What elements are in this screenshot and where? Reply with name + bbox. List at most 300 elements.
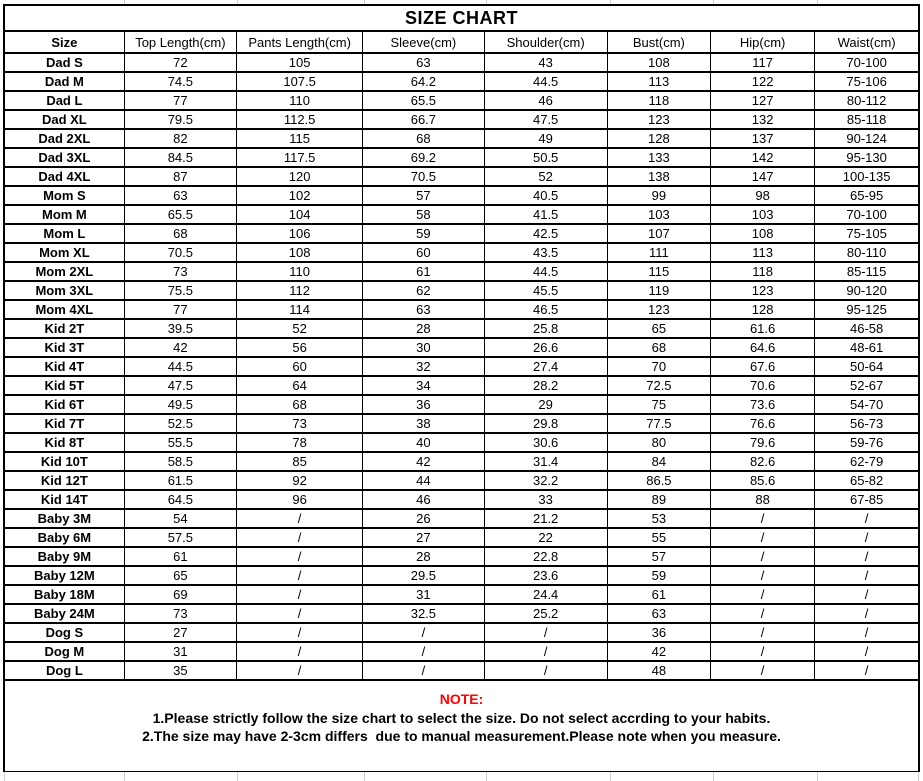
measurement-cell: 59-76	[815, 433, 918, 452]
measurement-cell: 115	[236, 129, 362, 148]
measurement-cell: 54	[124, 509, 236, 528]
note-section	[5, 679, 918, 771]
table-row	[5, 471, 918, 490]
size-label-cell: Kid 10T	[5, 452, 124, 471]
measurement-cell: 103	[607, 205, 710, 224]
measurement-cell: /	[236, 642, 362, 661]
measurement-cell: 73.6	[711, 395, 815, 414]
gridline-tick	[918, 772, 919, 781]
measurement-cell: 137	[711, 129, 815, 148]
size-label-cell: Kid 4T	[5, 357, 124, 376]
measurement-cell: 27	[124, 623, 236, 642]
measurement-cell: 21.2	[484, 509, 607, 528]
measurement-cell: 48	[607, 661, 710, 679]
measurement-cell: 46	[484, 91, 607, 110]
column-header-pants-length: Pants Length(cm)	[236, 32, 362, 53]
measurement-cell: 22.8	[484, 547, 607, 566]
measurement-cell: 32	[363, 357, 484, 376]
measurement-cell: /	[236, 604, 362, 623]
size-label-cell: Dad 2XL	[5, 129, 124, 148]
table-body	[5, 53, 918, 679]
measurement-cell: 73	[124, 604, 236, 623]
measurement-cell: 44.5	[124, 357, 236, 376]
measurement-cell: 70.5	[363, 167, 484, 186]
measurement-cell: 120	[236, 167, 362, 186]
measurement-cell: 42	[607, 642, 710, 661]
column-header-sleeve: Sleeve(cm)	[363, 32, 484, 53]
measurement-cell: 40	[363, 433, 484, 452]
measurement-cell: 39.5	[124, 319, 236, 338]
column-header-size: Size	[5, 32, 124, 53]
measurement-cell: /	[711, 642, 815, 661]
measurement-cell: 82	[124, 129, 236, 148]
measurement-cell: 73	[124, 262, 236, 281]
measurement-cell: 65-82	[815, 471, 918, 490]
measurement-cell: 72.5	[607, 376, 710, 395]
measurement-cell: 112	[236, 281, 362, 300]
measurement-cell: 49	[484, 129, 607, 148]
measurement-cell: 29.5	[363, 566, 484, 585]
measurement-cell: 75	[607, 395, 710, 414]
measurement-cell: 106	[236, 224, 362, 243]
measurement-cell: 118	[607, 91, 710, 110]
measurement-cell: 57	[607, 547, 710, 566]
measurement-cell: 55	[607, 528, 710, 547]
measurement-cell: 85-115	[815, 262, 918, 281]
size-label-cell: Dog S	[5, 623, 124, 642]
measurement-cell: 79.6	[711, 433, 815, 452]
measurement-cell: 138	[607, 167, 710, 186]
measurement-cell: 58.5	[124, 452, 236, 471]
measurement-cell: 28	[363, 319, 484, 338]
measurement-cell: 108	[607, 53, 710, 72]
size-label-cell: Baby 3M	[5, 509, 124, 528]
table-row	[5, 395, 918, 414]
measurement-cell: 77.5	[607, 414, 710, 433]
measurement-cell: /	[815, 661, 918, 679]
measurement-cell: 84.5	[124, 148, 236, 167]
measurement-cell: 107	[607, 224, 710, 243]
size-label-cell: Kid 7T	[5, 414, 124, 433]
measurement-cell: 63	[124, 186, 236, 205]
measurement-cell: 77	[124, 91, 236, 110]
measurement-cell: 65-95	[815, 186, 918, 205]
measurement-cell: /	[815, 566, 918, 585]
measurement-cell: /	[815, 642, 918, 661]
size-label-cell: Kid 3T	[5, 338, 124, 357]
table-row	[5, 547, 918, 566]
measurement-cell: 73	[236, 414, 362, 433]
measurement-cell: 50-64	[815, 357, 918, 376]
size-label-cell: Kid 14T	[5, 490, 124, 509]
measurement-cell: 43.5	[484, 243, 607, 262]
measurement-cell: 61	[124, 547, 236, 566]
measurement-cell: 80-110	[815, 243, 918, 262]
size-label-cell: Kid 2T	[5, 319, 124, 338]
measurement-cell: 79.5	[124, 110, 236, 129]
measurement-cell: 35	[124, 661, 236, 679]
measurement-cell: 65	[124, 566, 236, 585]
measurement-cell: 132	[711, 110, 815, 129]
table-row	[5, 148, 918, 167]
measurement-cell: 42	[124, 338, 236, 357]
table-row	[5, 452, 918, 471]
size-label-cell: Baby 9M	[5, 547, 124, 566]
gridline-tick	[817, 772, 818, 781]
gridline-tick	[713, 772, 714, 781]
measurement-cell: 58	[363, 205, 484, 224]
measurement-cell: 40.5	[484, 186, 607, 205]
measurement-cell: 128	[711, 300, 815, 319]
measurement-cell: /	[711, 623, 815, 642]
measurement-cell: 114	[236, 300, 362, 319]
measurement-cell: 86.5	[607, 471, 710, 490]
measurement-cell: 36	[363, 395, 484, 414]
size-label-cell: Dad XL	[5, 110, 124, 129]
table-row	[5, 281, 918, 300]
measurement-cell: 117	[711, 53, 815, 72]
measurement-cell: 46-58	[815, 319, 918, 338]
measurement-cell: /	[711, 547, 815, 566]
table-row	[5, 528, 918, 547]
size-chart-table	[5, 32, 918, 679]
header-row	[5, 32, 918, 53]
measurement-cell: 44.5	[484, 262, 607, 281]
measurement-cell: 95-125	[815, 300, 918, 319]
measurement-cell: /	[711, 509, 815, 528]
measurement-cell: 70-100	[815, 53, 918, 72]
size-label-cell: Mom 2XL	[5, 262, 124, 281]
measurement-cell: /	[484, 623, 607, 642]
measurement-cell: 57	[363, 186, 484, 205]
table-row	[5, 642, 918, 661]
measurement-cell: 32.2	[484, 471, 607, 490]
measurement-cell: 64	[236, 376, 362, 395]
measurement-cell: 70-100	[815, 205, 918, 224]
size-label-cell: Kid 12T	[5, 471, 124, 490]
measurement-cell: 90-120	[815, 281, 918, 300]
measurement-cell: 64.2	[363, 72, 484, 91]
measurement-cell: 107.5	[236, 72, 362, 91]
size-label-cell: Kid 6T	[5, 395, 124, 414]
size-label-cell: Mom 4XL	[5, 300, 124, 319]
measurement-cell: 110	[236, 91, 362, 110]
measurement-cell: /	[236, 547, 362, 566]
measurement-cell: 127	[711, 91, 815, 110]
measurement-cell: 68	[236, 395, 362, 414]
measurement-cell: 110	[236, 262, 362, 281]
measurement-cell: 113	[607, 72, 710, 91]
measurement-cell: /	[484, 661, 607, 679]
size-label-cell: Dad S	[5, 53, 124, 72]
measurement-cell: 113	[711, 243, 815, 262]
gridline-tick	[364, 772, 365, 781]
table-row	[5, 186, 918, 205]
measurement-cell: 112.5	[236, 110, 362, 129]
measurement-cell: /	[236, 509, 362, 528]
measurement-cell: 54-70	[815, 395, 918, 414]
measurement-cell: /	[815, 604, 918, 623]
table-row	[5, 566, 918, 585]
measurement-cell: 84	[607, 452, 710, 471]
measurement-cell: 69	[124, 585, 236, 604]
measurement-cell: /	[363, 661, 484, 679]
measurement-cell: 78	[236, 433, 362, 452]
measurement-cell: 31	[124, 642, 236, 661]
column-header-hip: Hip(cm)	[711, 32, 815, 53]
measurement-cell: 87	[124, 167, 236, 186]
measurement-cell: 25.2	[484, 604, 607, 623]
table-row	[5, 53, 918, 72]
size-label-cell: Kid 8T	[5, 433, 124, 452]
measurement-cell: 133	[607, 148, 710, 167]
measurement-cell: 70	[607, 357, 710, 376]
measurement-cell: 88	[711, 490, 815, 509]
measurement-cell: 117.5	[236, 148, 362, 167]
measurement-cell: 55.5	[124, 433, 236, 452]
size-label-cell: Dad 3XL	[5, 148, 124, 167]
measurement-cell: 90-124	[815, 129, 918, 148]
measurement-cell: 64.5	[124, 490, 236, 509]
table-row	[5, 167, 918, 186]
measurement-cell: 45.5	[484, 281, 607, 300]
column-header-shoulder: Shoulder(cm)	[484, 32, 607, 53]
measurement-cell: 70.6	[711, 376, 815, 395]
measurement-cell: 77	[124, 300, 236, 319]
gridline-tick	[610, 772, 611, 781]
gridline-tick	[486, 772, 487, 781]
measurement-cell: 63	[607, 604, 710, 623]
size-label-cell: Mom 3XL	[5, 281, 124, 300]
measurement-cell: 108	[711, 224, 815, 243]
measurement-cell: 65.5	[363, 91, 484, 110]
measurement-cell: /	[711, 661, 815, 679]
measurement-cell: /	[815, 547, 918, 566]
measurement-cell: 60	[236, 357, 362, 376]
size-label-cell: Dad 4XL	[5, 167, 124, 186]
measurement-cell: /	[363, 623, 484, 642]
measurement-cell: 119	[607, 281, 710, 300]
measurement-cell: 43	[484, 53, 607, 72]
measurement-cell: 56-73	[815, 414, 918, 433]
measurement-cell: 63	[363, 53, 484, 72]
size-label-cell: Dog L	[5, 661, 124, 679]
measurement-cell: 52.5	[124, 414, 236, 433]
measurement-cell: 61	[607, 585, 710, 604]
measurement-cell: 74.5	[124, 72, 236, 91]
column-header-top-length: Top Length(cm)	[124, 32, 236, 53]
measurement-cell: 59	[363, 224, 484, 243]
table-row	[5, 262, 918, 281]
table-row	[5, 129, 918, 148]
measurement-cell: /	[484, 642, 607, 661]
table-row	[5, 414, 918, 433]
measurement-cell: /	[236, 566, 362, 585]
measurement-cell: /	[815, 623, 918, 642]
measurement-cell: 48-61	[815, 338, 918, 357]
measurement-cell: 30.6	[484, 433, 607, 452]
table-row	[5, 604, 918, 623]
measurement-cell: 34	[363, 376, 484, 395]
measurement-cell: 60	[363, 243, 484, 262]
measurement-cell: 99	[607, 186, 710, 205]
measurement-cell: 61.5	[124, 471, 236, 490]
measurement-cell: 44	[363, 471, 484, 490]
measurement-cell: 32.5	[363, 604, 484, 623]
table-row	[5, 91, 918, 110]
table-row	[5, 338, 918, 357]
measurement-cell: /	[815, 585, 918, 604]
measurement-cell: 26	[363, 509, 484, 528]
measurement-cell: 65	[607, 319, 710, 338]
measurement-cell: 46.5	[484, 300, 607, 319]
measurement-cell: /	[236, 661, 362, 679]
size-chart-box	[3, 4, 920, 773]
table-row	[5, 509, 918, 528]
measurement-cell: 123	[607, 110, 710, 129]
measurement-cell: /	[363, 642, 484, 661]
measurement-cell: 123	[711, 281, 815, 300]
measurement-cell: 27	[363, 528, 484, 547]
measurement-cell: 111	[607, 243, 710, 262]
measurement-cell: 31.4	[484, 452, 607, 471]
table-row	[5, 224, 918, 243]
measurement-cell: 80	[607, 433, 710, 452]
table-row	[5, 110, 918, 129]
measurement-cell: 59	[607, 566, 710, 585]
size-label-cell: Mom M	[5, 205, 124, 224]
table-row	[5, 585, 918, 604]
measurement-cell: 115	[607, 262, 710, 281]
measurement-cell: 49.5	[124, 395, 236, 414]
size-label-cell: Dad L	[5, 91, 124, 110]
size-label-cell: Baby 18M	[5, 585, 124, 604]
measurement-cell: 26.6	[484, 338, 607, 357]
measurement-cell: 29	[484, 395, 607, 414]
measurement-cell: 108	[236, 243, 362, 262]
gridline-tick	[4, 772, 5, 781]
table-row	[5, 623, 918, 642]
measurement-cell: 104	[236, 205, 362, 224]
page-title: SIZE CHART	[5, 6, 918, 32]
measurement-cell: 36	[607, 623, 710, 642]
measurement-cell: /	[236, 623, 362, 642]
measurement-cell: 42	[363, 452, 484, 471]
measurement-cell: 65.5	[124, 205, 236, 224]
measurement-cell: /	[711, 604, 815, 623]
measurement-cell: 52	[484, 167, 607, 186]
table-row	[5, 243, 918, 262]
measurement-cell: 103	[711, 205, 815, 224]
measurement-cell: 98	[711, 186, 815, 205]
measurement-cell: 67-85	[815, 490, 918, 509]
measurement-cell: 24.4	[484, 585, 607, 604]
measurement-cell: 95-130	[815, 148, 918, 167]
measurement-cell: 47.5	[484, 110, 607, 129]
measurement-cell: 100-135	[815, 167, 918, 186]
measurement-cell: 80-112	[815, 91, 918, 110]
gridline-tick	[124, 772, 125, 781]
measurement-cell: 61	[363, 262, 484, 281]
measurement-cell: 63	[363, 300, 484, 319]
measurement-cell: 57.5	[124, 528, 236, 547]
measurement-cell: 68	[607, 338, 710, 357]
measurement-cell: 30	[363, 338, 484, 357]
measurement-cell: 102	[236, 186, 362, 205]
measurement-cell: 122	[711, 72, 815, 91]
column-header-bust: Bust(cm)	[607, 32, 710, 53]
measurement-cell: 62	[363, 281, 484, 300]
note-line-1: 1.Please strictly follow the size chart to select the size. Do not select accrding to your habits.	[152, 710, 771, 726]
measurement-cell: 68	[124, 224, 236, 243]
measurement-cell: 28	[363, 547, 484, 566]
measurement-cell: /	[711, 528, 815, 547]
measurement-cell: 41.5	[484, 205, 607, 224]
measurement-cell: 82.6	[711, 452, 815, 471]
measurement-cell: 92	[236, 471, 362, 490]
size-label-cell: Mom XL	[5, 243, 124, 262]
measurement-cell: 44.5	[484, 72, 607, 91]
measurement-cell: 123	[607, 300, 710, 319]
measurement-cell: /	[236, 585, 362, 604]
measurement-cell: 22	[484, 528, 607, 547]
measurement-cell: 52-67	[815, 376, 918, 395]
measurement-cell: 128	[607, 129, 710, 148]
size-label-cell: Mom S	[5, 186, 124, 205]
measurement-cell: 85.6	[711, 471, 815, 490]
measurement-cell: /	[711, 566, 815, 585]
measurement-cell: 147	[711, 167, 815, 186]
measurement-cell: 62-79	[815, 452, 918, 471]
measurement-cell: 53	[607, 509, 710, 528]
measurement-cell: 67.6	[711, 357, 815, 376]
note-heading: NOTE:	[439, 691, 484, 707]
table-row	[5, 319, 918, 338]
size-label-cell: Baby 6M	[5, 528, 124, 547]
measurement-cell: 68	[363, 129, 484, 148]
measurement-cell: 70.5	[124, 243, 236, 262]
gridline-tick	[237, 772, 238, 781]
table-header	[5, 32, 918, 53]
table-row	[5, 433, 918, 452]
measurement-cell: 33	[484, 490, 607, 509]
measurement-cell: 29.8	[484, 414, 607, 433]
measurement-cell: 50.5	[484, 148, 607, 167]
measurement-cell: 85-118	[815, 110, 918, 129]
size-label-cell: Dog M	[5, 642, 124, 661]
measurement-cell: /	[711, 585, 815, 604]
measurement-cell: 105	[236, 53, 362, 72]
table-row	[5, 357, 918, 376]
measurement-cell: 75-105	[815, 224, 918, 243]
table-row	[5, 376, 918, 395]
measurement-cell: 66.7	[363, 110, 484, 129]
table-row	[5, 300, 918, 319]
measurement-cell: 31	[363, 585, 484, 604]
note-line-2: 2.The size may have 2-3cm differs due to manual measurement.Please note when you measure.	[142, 728, 781, 744]
measurement-cell: 61.6	[711, 319, 815, 338]
measurement-cell: /	[815, 528, 918, 547]
size-label-cell: Kid 5T	[5, 376, 124, 395]
measurement-cell: 85	[236, 452, 362, 471]
measurement-cell: 118	[711, 262, 815, 281]
measurement-cell: 42.5	[484, 224, 607, 243]
measurement-cell: 38	[363, 414, 484, 433]
table-row	[5, 661, 918, 679]
size-label-cell: Baby 12M	[5, 566, 124, 585]
measurement-cell: 69.2	[363, 148, 484, 167]
column-header-waist: Waist(cm)	[815, 32, 918, 53]
